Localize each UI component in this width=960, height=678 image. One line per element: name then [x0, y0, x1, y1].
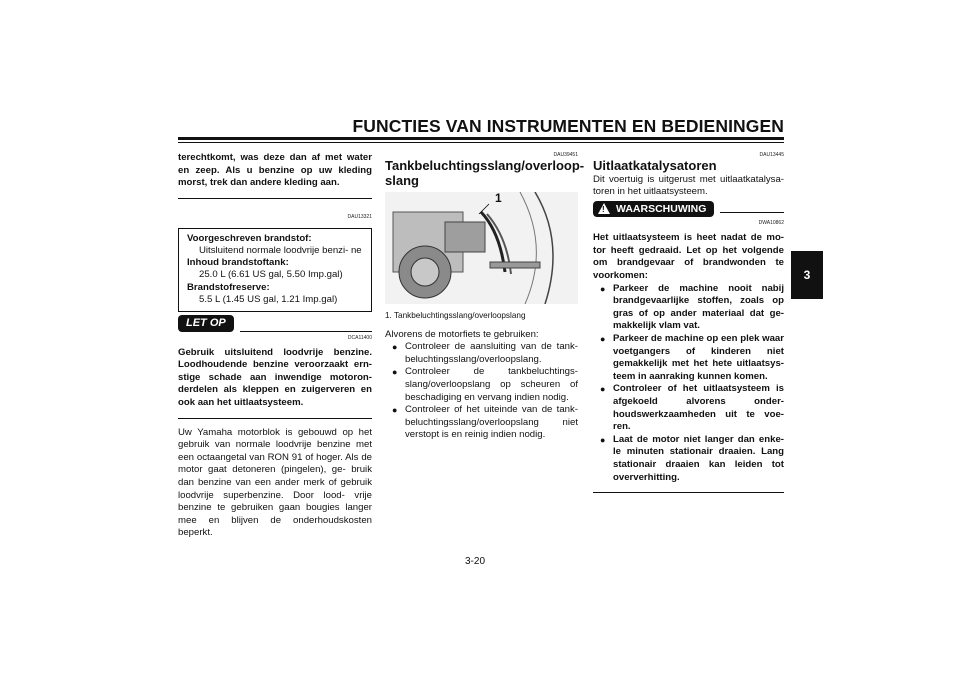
check-list [385, 341, 578, 442]
spec-label-reserve: Brandstofreserve: [187, 281, 270, 293]
caution-header [178, 315, 372, 332]
header-rule [178, 137, 784, 140]
page-title: FUNCTIES VAN INSTRUMENTEN EN BEDIENINGEN [352, 116, 784, 136]
spec-value-reserve: 5.5 L (1.45 US gal, 1.21 Imp.gal) [199, 293, 338, 305]
section-rule [593, 492, 784, 493]
reference-code: DWA10862 [758, 220, 784, 227]
section-rule [178, 418, 372, 419]
warning-label: WAARSCHUWING [616, 202, 707, 215]
callout-number: 1 [495, 192, 502, 205]
section-title-catalyst: Uitlaatkatalysatoren [593, 158, 717, 173]
intro-paragraph: terechtkomt, was deze dan af met water en zeep. Als u benzine op uw kleding morst, trek dan andere kleding aan. [178, 152, 372, 189]
spec-label-tank: Inhoud brandstoftank: [187, 257, 289, 269]
spec-value-fuel: Uitsluitend normale loodvrije benzi- ne [199, 244, 362, 256]
section-rule [178, 198, 372, 199]
warning-icon: ! [598, 203, 610, 214]
warning-header [593, 201, 784, 218]
page-number: 3-20 [465, 556, 486, 567]
reference-code: DAU13321 [347, 213, 372, 220]
list-item: ● Controleer of het uitlaatsysteem is afgekoeld alvorens onder- houdswerkzaamheden uit te voe- ren. [593, 383, 784, 433]
spec-label-fuel: Voorgeschreven brandstof: [187, 232, 312, 244]
list-item: ● Controleer de tankbeluchtings- slang/overloopslang op scheuren of beschadiging en vervang indien nodig. [385, 366, 578, 404]
body-intro: Dit voertuig is uitgerust met uitlaatkatalysa- toren in het uitlaatsysteem. [593, 173, 784, 198]
caution-rule [240, 331, 372, 332]
spec-value-tank: 25.0 L (6.61 US gal, 5.50 Imp.gal) [199, 269, 343, 281]
body-paragraph: Uw Yamaha motorblok is gebouwd op het gebruik van normale loodvrije benzine met een octaangetal van RON 91 of hoger. Als de motor gaat detoneren (pingelen), ge- bruik dan benzine van een ander merk of gebruik loodvrije superbenzine. Door lood- vrije benzine te gebruiken gaan bougies langer mee en blijven de onderhoudskosten beperkt. [178, 426, 372, 539]
list-item: ● Controleer of het uiteinde van de tank- beluchtingsslang/overloopslang niet verstopt is en reinig indien nodig. [385, 404, 578, 442]
column-left [178, 152, 372, 540]
warning-rule [720, 204, 784, 213]
column-middle [385, 152, 585, 442]
warning-badge [593, 201, 714, 218]
list-item: ● Laat de motor niet langer dan enke- le minuten stationair draaien. Lang stationair draaien kan leiden tot oververhitting. [593, 434, 784, 484]
reference-code: DAU39451 [553, 152, 578, 158]
caution-text: Gebruik uitsluitend loodvrije benzine. Loodhoudende benzine veroorzaakt ern- stige schade aan inwendige motoron- derdelen als kleppen en zuigerveren en ook aan het uitlaatsysteem. [178, 346, 372, 408]
caution-badge: LET OP [178, 315, 234, 332]
fuel-spec-box [178, 228, 372, 312]
header-rule-thin [178, 142, 784, 143]
list-item: ● Parkeer de machine nooit nabij brandgevaarlijke stoffen, zoals op gras of op ander materiaal dat ge- makkelijk vlam vat. [593, 283, 784, 333]
vent-hose-photo [385, 192, 578, 304]
body-intro: Alvorens de motorfiets te gebruiken: [385, 328, 539, 340]
vent-hose-illustration [385, 192, 578, 304]
list-item: ● Controleer de aansluiting van de tank- beluchtingsslang/overloopslang. [385, 341, 578, 366]
list-item: ● Parkeer de machine op een plek waar voetgangers of kinderen niet gemakkelijk met het hete uitlaatsys- teem in aanraking kunnen komen. [593, 333, 784, 383]
column-right [593, 152, 784, 497]
figure-caption: 1. Tankbeluchtingsslang/overloopslang [385, 311, 526, 320]
section-title-vent-hose: Tankbeluchtingsslang/overloop- slang [385, 158, 585, 188]
warning-text: Het uitlaatsysteem is heet nadat de mo- tor heeft gedraaid. Let op het volgende om brandgevaar of brandwonden te voorkomen: [593, 232, 784, 282]
reference-code: DCA11400 [347, 334, 372, 341]
warning-list [593, 283, 784, 485]
reference-code: DAU13445 [759, 152, 784, 158]
chapter-tab: 3 [791, 251, 823, 299]
